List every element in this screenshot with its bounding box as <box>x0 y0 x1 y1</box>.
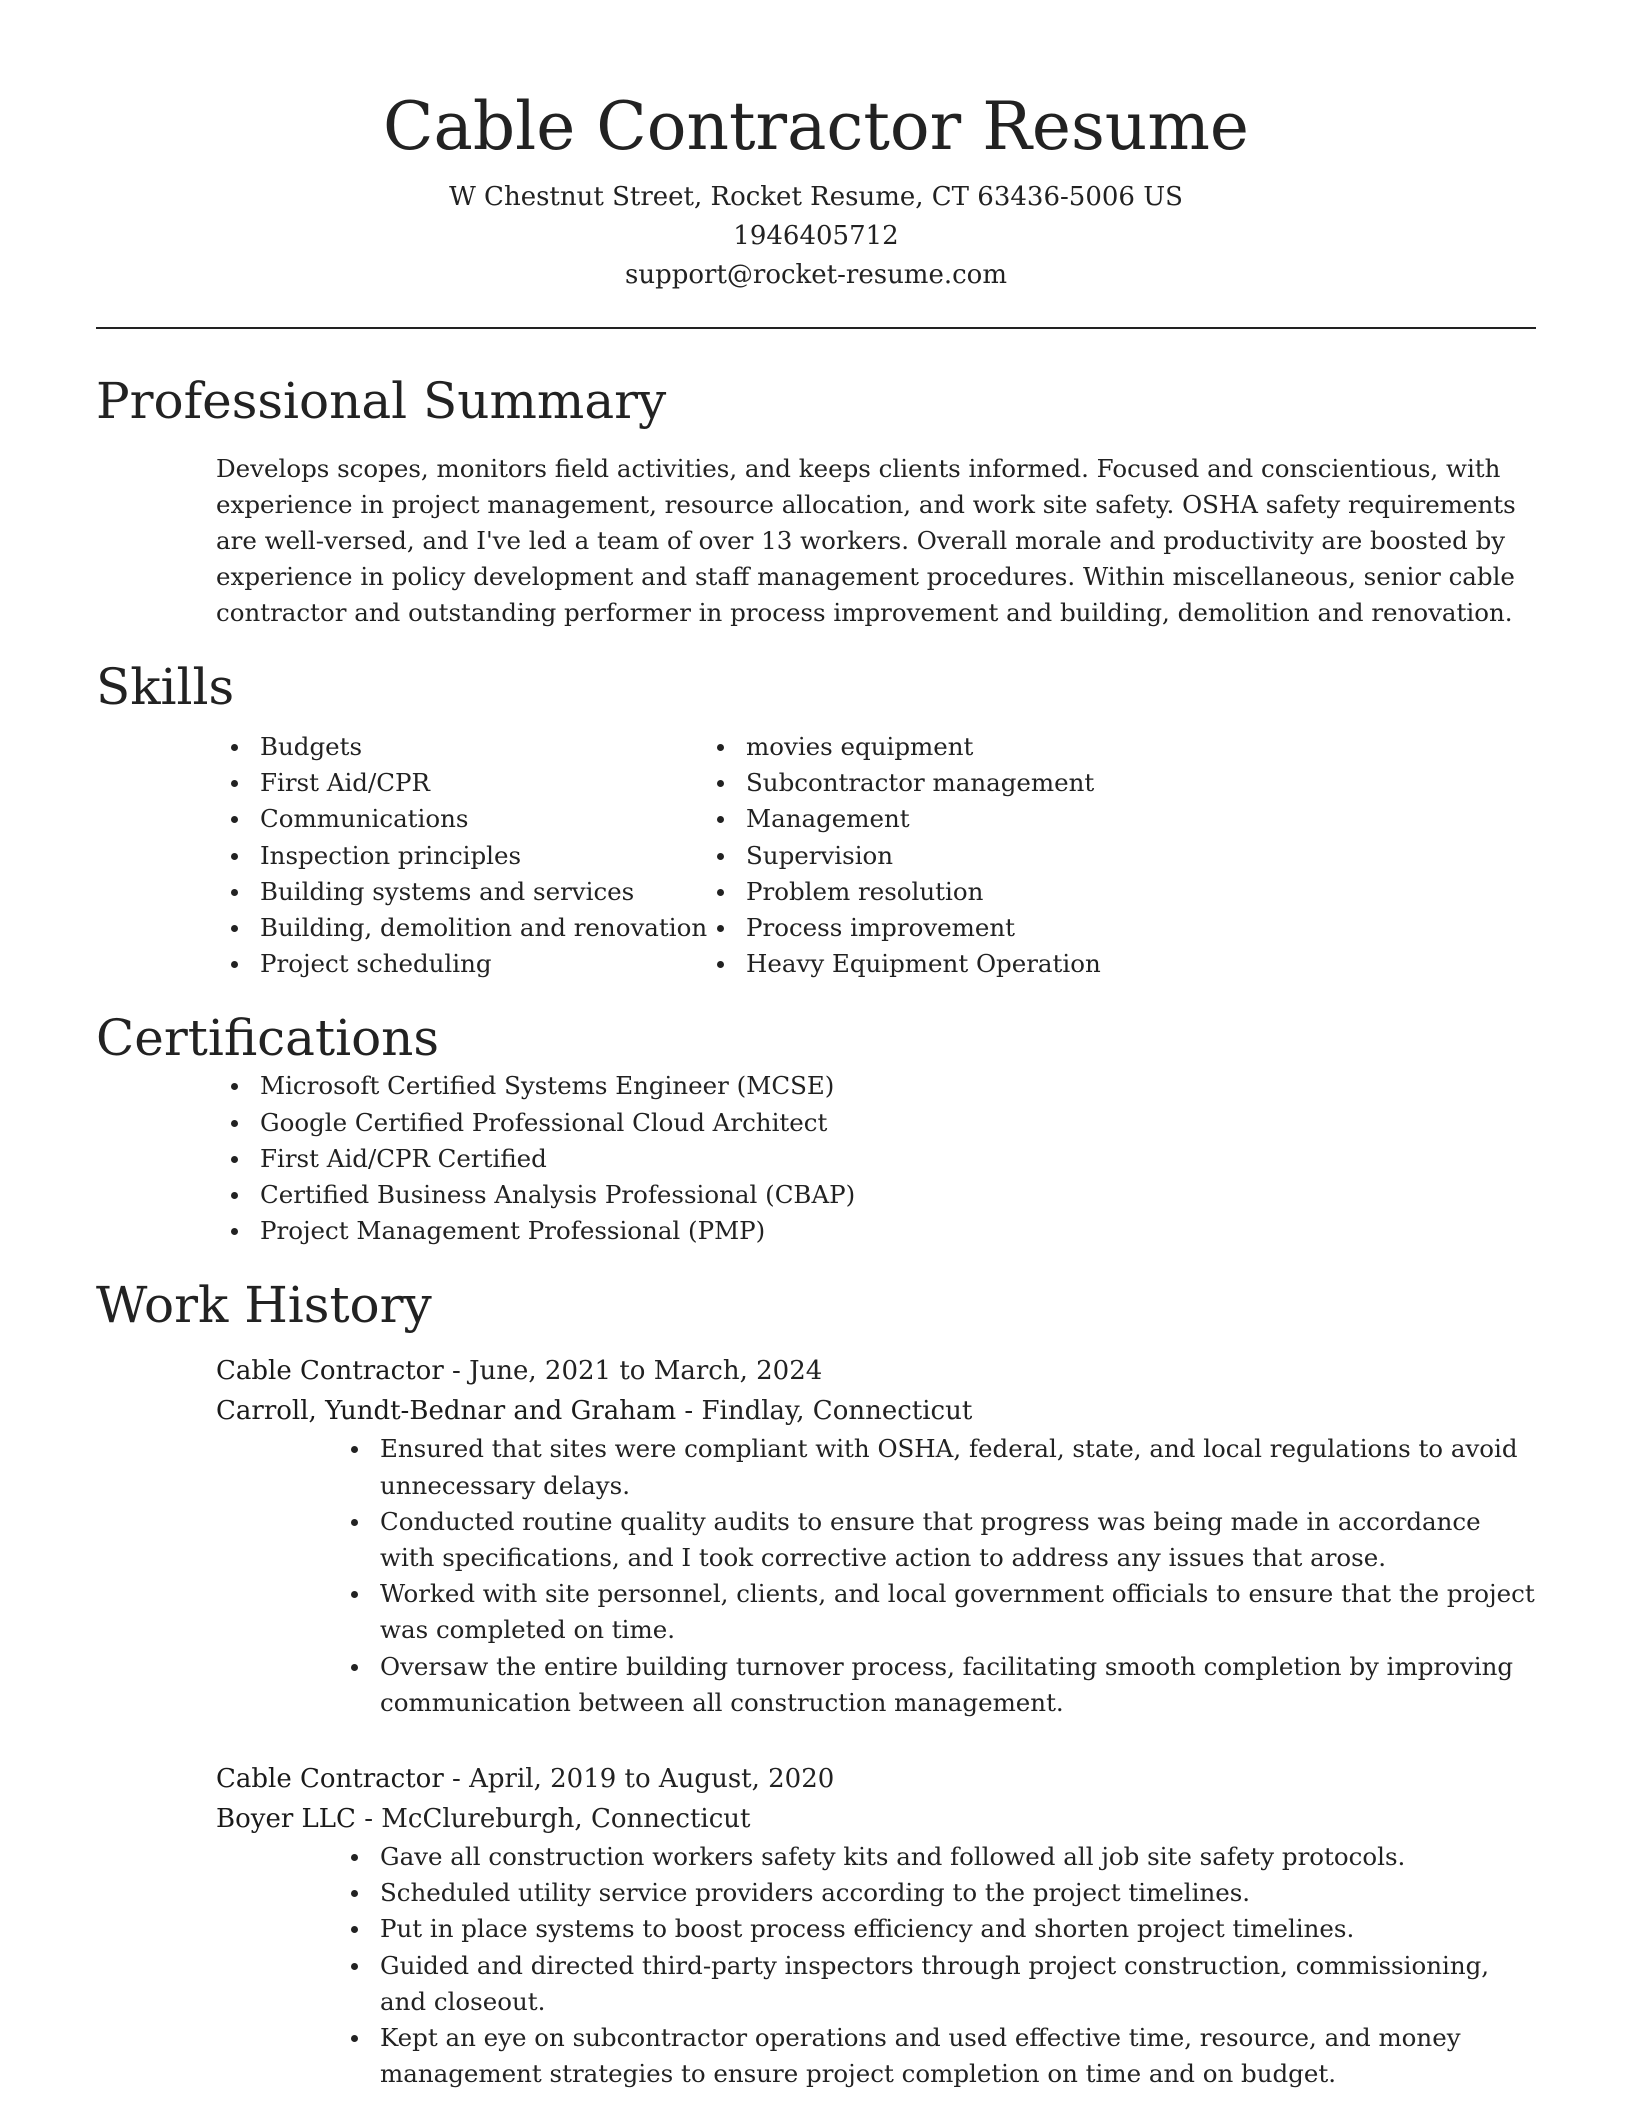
skill-item: Subcontractor management <box>746 765 1536 801</box>
work-history-heading: Work History <box>96 1276 432 1335</box>
job-bullets <box>216 1839 1536 2092</box>
summary-heading: Professional Summary <box>96 372 667 430</box>
job-bullet: Scheduled utility service providers according to the project timelines. <box>216 1875 1536 1911</box>
job-title: Cable Contractor <box>216 1356 444 1387</box>
skill-item: Supervision <box>746 838 1536 874</box>
resume-page <box>96 0 1536 2092</box>
skill-item: Inspection principles <box>96 838 746 874</box>
job-title-line <box>216 1759 1536 1799</box>
job-bullet: Gave all construction workers safety kits and followed all job site safety protocols. <box>216 1839 1536 1875</box>
summary-text: Develops scopes, monitors field activities, and keeps clients informed. Focused and conscientious, with experience in project management, resource allocation, and work site safety. OSHA safety requirements are well-versed, and I've led a team of over 13 workers. Overall morale and productivity are boosted by experience in policy development and staff management procedures. Within miscellaneous, senior cable contractor and outstanding performer in process improvement and building, demolition and renovation. <box>216 454 1516 627</box>
certifications-list <box>96 1068 1536 1249</box>
job-company: Boyer LLC <box>216 1804 356 1835</box>
certification-item: Microsoft Certified Systems Engineer (MCSE) <box>96 1068 1536 1104</box>
certifications-heading: Certifications <box>96 1009 440 1068</box>
contact-block <box>96 178 1536 295</box>
job-bullet: Kept an eye on subcontractor operations and used effective time, resource, and money management strategies to ensure project completion on time and on budget. <box>216 2020 1536 2092</box>
skills-list <box>96 729 1536 982</box>
certification-item: Project Management Professional (PMP) <box>96 1213 1536 1249</box>
certification-item: First Aid/CPR Certified <box>96 1141 1536 1177</box>
job-company-line <box>216 1391 1536 1431</box>
skill-item: Process improvement <box>746 910 1536 946</box>
job-company-line <box>216 1799 1536 1839</box>
job-title-line <box>216 1351 1536 1391</box>
contact-address: W Chestnut Street, Rocket Resume, CT 63436-5006 US <box>449 182 1183 212</box>
skill-item: movies equipment <box>746 729 1536 765</box>
resume-title: Cable Contractor Resume <box>383 88 1249 165</box>
certification-item: Certified Business Analysis Professional (CBAP) <box>96 1177 1536 1213</box>
header-divider <box>96 327 1536 329</box>
skill-item: Building, demolition and renovation <box>96 910 746 946</box>
skills-heading: Skills <box>96 658 235 716</box>
skill-item: Project scheduling <box>96 946 746 982</box>
job-location: - McClureburgh, Connecticut <box>355 1804 751 1835</box>
job-entry <box>216 1759 1536 2092</box>
skill-item: Heavy Equipment Operation <box>746 946 1536 982</box>
job-bullet: Oversaw the entire building turnover process, facilitating smooth completion by improving communication between all construction management. <box>216 1649 1536 1721</box>
job-dates: - April, 2019 to August, 2020 <box>443 1764 835 1795</box>
job-bullets <box>216 1431 1536 1721</box>
skills-column-right <box>746 729 1536 982</box>
skill-item: Management <box>746 801 1536 837</box>
job-bullet: Worked with site personnel, clients, and local government officials to ensure that the project was completed on time. <box>216 1576 1536 1648</box>
skills-column-left <box>96 729 746 982</box>
contact-phone: 1946405712 <box>733 221 899 251</box>
job-title: Cable Contractor <box>216 1764 444 1795</box>
skill-item: Problem resolution <box>746 874 1536 910</box>
job-location: - Findlay, Connecticut <box>676 1396 973 1427</box>
skill-item: Building systems and services <box>96 874 746 910</box>
job-entry <box>216 1351 1536 1721</box>
job-dates: - June, 2021 to March, 2024 <box>443 1356 823 1387</box>
certification-item: Google Certified Professional Cloud Architect <box>96 1105 1536 1141</box>
job-bullet: Conducted routine quality audits to ensure that progress was being made in accordance with specifications, and I took corrective action to address any issues that arose. <box>216 1504 1536 1576</box>
job-bullet: Ensured that sites were compliant with OSHA, federal, state, and local regulations to avoid unnecessary delays. <box>216 1431 1536 1503</box>
job-bullet: Put in place systems to boost process efficiency and shorten project timelines. <box>216 1911 1536 1947</box>
job-company: Carroll, Yundt-Bednar and Graham <box>216 1396 677 1427</box>
skill-item: Budgets <box>96 729 746 765</box>
skill-item: First Aid/CPR <box>96 765 746 801</box>
skill-item: Communications <box>96 801 746 837</box>
contact-email: support@rocket-resume.com <box>624 260 1007 290</box>
job-bullet: Guided and directed third-party inspectors through project construction, commissioning, and closeout. <box>216 1948 1536 2020</box>
